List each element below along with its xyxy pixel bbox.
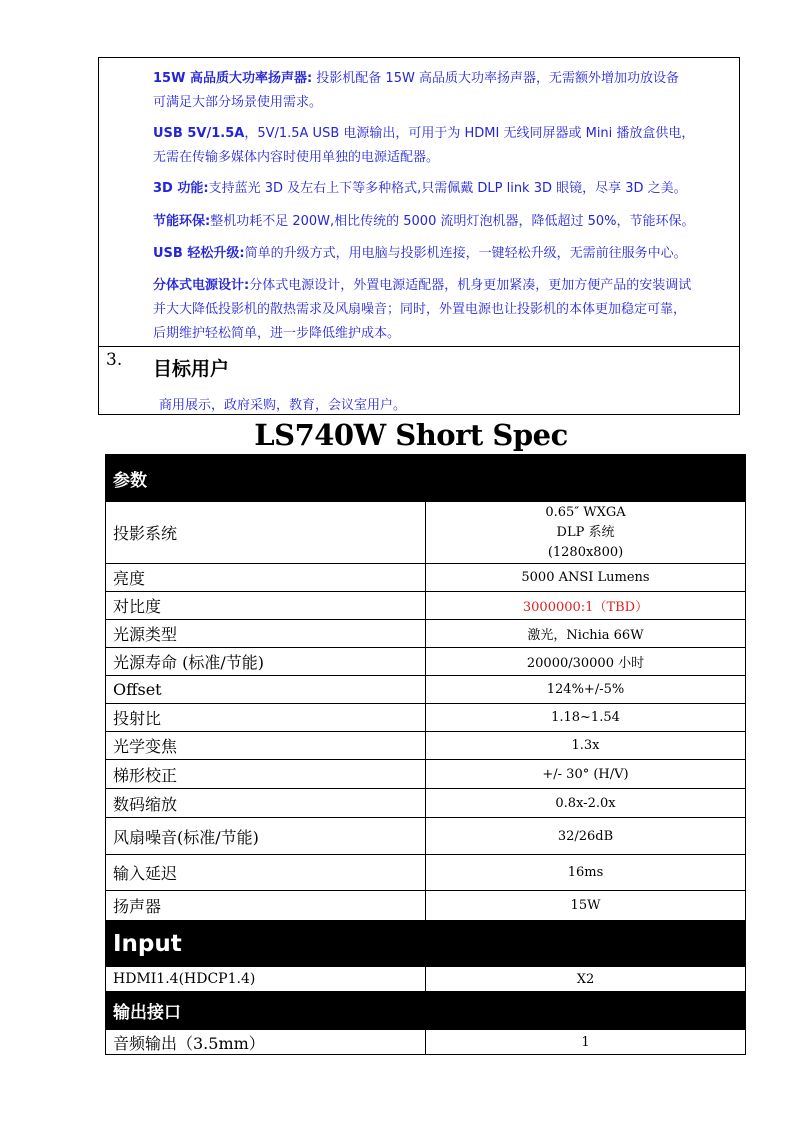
row-label: 光学变焦 [106, 732, 426, 760]
table-row [106, 891, 746, 921]
table-header-row [106, 455, 746, 502]
feature-usb-power [153, 122, 735, 170]
row-label: 对比度 [106, 592, 426, 620]
table-row [106, 967, 746, 992]
row-label: 音频输出（3.5mm） [106, 1030, 426, 1055]
feature-power-design [153, 274, 735, 346]
feature-text: 简单的升级方式，用电脑与投影机连接，一键轻松升级，无需前往服务中心。 [244, 246, 687, 261]
row-value: 5000 ANSI Lumens [426, 564, 746, 592]
feature-text: 并大大降低投影机的散热需求及风扇噪音；同时，外置电源也让投影机的本体更加稳定可靠， [153, 302, 687, 317]
row-value: 1.18~1.54 [426, 704, 746, 732]
row-value: +/- 30° (H/V) [426, 760, 746, 789]
row-value: 15W [426, 891, 746, 921]
feature-text: 整机功耗不足 200W,相比传统的 5000 流明灯泡机器，降低超过 50%，节能环保。 [210, 214, 695, 229]
row-value: 1 [426, 1030, 746, 1055]
table-row [106, 620, 746, 648]
row-label: 投影系统 [106, 502, 426, 564]
feature-speaker [153, 67, 735, 115]
feature-title: 15W 高品质大功率扬声器: [153, 71, 313, 86]
params-header: 参数 [106, 455, 746, 502]
feature-title: 节能环保: [153, 214, 211, 229]
row-label: 光源寿命 (标准/节能) [106, 648, 426, 676]
table-row [106, 676, 746, 704]
row-label: 数码缩放 [106, 789, 426, 818]
row-value: 激光，Nichia 66W [426, 620, 746, 648]
feature-title: 分体式电源设计: [153, 278, 250, 293]
feature-list [99, 58, 739, 346]
row-value: 16ms [426, 855, 746, 891]
table-row [106, 855, 746, 891]
row-label: 风扇噪音(标准/节能) [106, 818, 426, 855]
section-number: 3. [106, 350, 123, 370]
row-value: 32/26dB [426, 818, 746, 855]
row-label: 梯形校正 [106, 760, 426, 789]
table-row [106, 648, 746, 676]
row-label: 光源类型 [106, 620, 426, 648]
feature-text: 分体式电源设计，外置电源适配器，机身更加紧凑，更加方便产品的安装调试 [249, 278, 692, 293]
feature-text: 无需在传输多媒体内容时使用单独的电源适配器。 [153, 150, 440, 165]
table-row [106, 818, 746, 855]
feature-title: USB 5V/1.5A [153, 126, 245, 141]
table-header-row [106, 992, 746, 1030]
value-line: (1280x800) [547, 544, 624, 560]
section-body: 商用展示，政府采购，教育，会议室用户。 [159, 398, 407, 413]
feature-text: 投影机配备 15W 高品质大功率扬声器，无需额外增加功放设备 [312, 71, 679, 86]
feature-text: 支持蓝光 3D 及左右上下等多种格式,只需佩戴 DLP link 3D 眼镜，尽享 3D 之美。 [208, 181, 687, 196]
table-header-row [106, 921, 746, 967]
table-row [106, 732, 746, 760]
feature-title: USB 轻松升级: [153, 246, 245, 261]
row-value: 3000000:1（TBD） [426, 592, 746, 620]
value-line: 0.65″ WXGA [545, 504, 626, 520]
value-line: DLP 系统 [556, 524, 615, 540]
feature-text: 后期维护轻松简单，进一步降低维护成本。 [153, 326, 401, 341]
feature-usb-upgrade [153, 242, 735, 266]
feature-box [98, 57, 740, 415]
row-label: 输入延迟 [106, 855, 426, 891]
table-row [106, 760, 746, 789]
spec-table [105, 454, 746, 1055]
row-label: 亮度 [106, 564, 426, 592]
row-label: 投射比 [106, 704, 426, 732]
row-value: 0.8x-2.0x [426, 789, 746, 818]
section-title: 目标用户 [153, 358, 230, 380]
table-row [106, 704, 746, 732]
row-label: 扬声器 [106, 891, 426, 921]
row-value: 124%+/-5% [426, 676, 746, 704]
row-value: 1.3x [426, 732, 746, 760]
row-value: X2 [426, 967, 746, 992]
output-header: 输出接口 [106, 992, 746, 1030]
table-row [106, 1030, 746, 1055]
feature-3d [153, 177, 735, 201]
feature-title: 3D 功能: [153, 181, 209, 196]
feature-text: ，5V/1.5A USB 电源输出，可用于为 HDMI 无线同屏器或 Mini 播放盒供电， [244, 126, 695, 141]
row-value: 20000/30000 小时 [426, 648, 746, 676]
feature-text: 可满足大部分场景使用需求。 [153, 95, 323, 110]
row-value [426, 502, 746, 564]
feature-energy [153, 210, 735, 234]
row-label: Offset [106, 676, 426, 704]
table-row [106, 564, 746, 592]
input-header: Input [106, 921, 746, 967]
table-row [106, 502, 746, 564]
row-label: HDMI1.4(HDCP1.4) [106, 967, 426, 992]
section-divider [99, 346, 739, 347]
spec-title: LS740W Short Spec [254, 418, 568, 452]
table-row [106, 789, 746, 818]
table-row [106, 592, 746, 620]
